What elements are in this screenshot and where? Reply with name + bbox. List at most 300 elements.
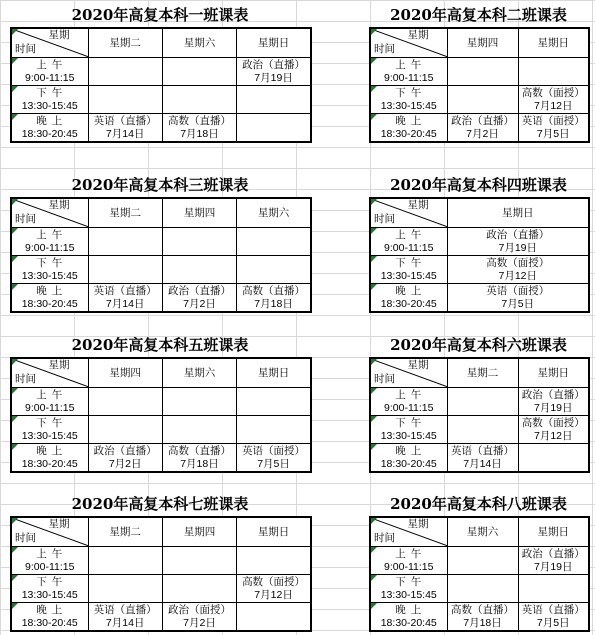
slot-period-label: 晚 上 xyxy=(395,114,423,127)
cell-marker-icon xyxy=(12,256,18,262)
corner-header-cell[interactable] xyxy=(370,198,447,228)
day-header-cell[interactable]: 星期二 xyxy=(88,198,162,228)
slot-time-range: 9:00-11:15 xyxy=(25,71,75,84)
class-cell[interactable] xyxy=(88,284,162,313)
slot-period-label: 下 午 xyxy=(36,256,64,269)
class-date: 7月5日 xyxy=(536,616,570,629)
timetable-grid xyxy=(369,357,590,473)
slot-row xyxy=(370,256,589,284)
slot-row xyxy=(370,284,589,313)
class-cell[interactable] xyxy=(518,114,589,143)
time-slot-cell[interactable] xyxy=(370,284,447,313)
slot-row xyxy=(11,284,311,313)
class-date: 7月19日 xyxy=(498,241,538,254)
class-date: 7月5日 xyxy=(257,457,290,470)
corner-label-time: 时间 xyxy=(15,43,36,55)
slot-period-label: 下 午 xyxy=(395,416,423,429)
header-row xyxy=(11,28,311,58)
time-slot-cell[interactable] xyxy=(11,603,88,632)
time-slot-cell[interactable] xyxy=(370,444,447,473)
timetable-title: 2020年高复本科五班课表 xyxy=(71,336,249,354)
cell-marker-icon xyxy=(371,359,377,365)
class-date: 7月12日 xyxy=(254,588,293,601)
corner-label-day: 星期 xyxy=(48,359,70,371)
empty-cell[interactable] xyxy=(237,388,311,416)
timetable-block xyxy=(10,173,310,310)
slot-time-range: 13:30-15:45 xyxy=(380,429,437,442)
class-cell[interactable] xyxy=(447,603,518,632)
corner-label-day: 星期 xyxy=(407,29,429,41)
slot-time-range: 13:30-15:45 xyxy=(21,588,78,601)
slot-time-range: 13:30-15:45 xyxy=(380,269,437,282)
slot-period-label: 晚 上 xyxy=(36,444,64,457)
day-header-cell[interactable]: 星期日 xyxy=(518,358,589,388)
time-slot-cell[interactable] xyxy=(370,575,447,603)
class-subject: 英语（直播） xyxy=(93,603,157,616)
cell-marker-icon xyxy=(12,228,18,234)
class-cell[interactable] xyxy=(237,444,311,473)
cell-marker-icon xyxy=(12,29,18,35)
empty-cell[interactable] xyxy=(88,575,162,603)
slot-row xyxy=(370,114,589,143)
slot-time-range: 18:30-20:45 xyxy=(380,616,437,629)
slot-period-label: 上 午 xyxy=(36,547,64,560)
slot-row xyxy=(11,416,311,444)
empty-cell[interactable] xyxy=(162,228,236,256)
class-subject: 英语（直播） xyxy=(451,444,514,457)
slot-period-label: 上 午 xyxy=(395,228,423,241)
slot-time-range: 13:30-15:45 xyxy=(380,588,437,601)
slot-period-label: 晚 上 xyxy=(36,284,64,297)
cell-marker-icon xyxy=(12,444,18,450)
day-header-cell[interactable]: 星期日 xyxy=(447,198,589,228)
slot-row xyxy=(11,86,311,114)
class-subject: 政治（直播） xyxy=(486,228,550,241)
class-cell[interactable] xyxy=(237,284,311,313)
class-cell[interactable] xyxy=(518,388,589,416)
time-slot-cell[interactable] xyxy=(370,58,447,86)
day-header-cell[interactable]: 星期日 xyxy=(237,517,311,547)
class-subject: 英语（面授） xyxy=(242,444,306,457)
class-date: 7月12日 xyxy=(498,269,538,282)
empty-cell[interactable] xyxy=(237,256,311,284)
time-slot-cell[interactable] xyxy=(11,228,88,256)
time-slot-cell[interactable] xyxy=(370,256,447,284)
day-header-cell[interactable]: 星期二 xyxy=(88,28,162,58)
class-date: 7月12日 xyxy=(533,429,573,442)
slot-time-range: 18:30-20:45 xyxy=(380,297,437,310)
timetable-block xyxy=(369,3,588,140)
class-subject: 政治（直播） xyxy=(167,284,231,297)
slot-time-range: 9:00-11:15 xyxy=(25,560,75,573)
slot-period-label: 下 午 xyxy=(395,86,423,99)
class-subject: 政治（直播） xyxy=(521,388,585,401)
time-slot-cell[interactable] xyxy=(370,547,447,575)
empty-cell[interactable] xyxy=(518,58,589,86)
slot-time-range: 18:30-20:45 xyxy=(380,457,437,470)
empty-cell[interactable] xyxy=(88,86,162,114)
cell-marker-icon xyxy=(371,228,377,234)
slot-period-label: 上 午 xyxy=(36,388,64,401)
slot-time-range: 18:30-20:45 xyxy=(380,127,437,140)
slot-period-label: 晚 上 xyxy=(36,114,64,127)
day-header-cell[interactable]: 星期日 xyxy=(237,28,311,58)
class-date: 7月19日 xyxy=(254,71,293,84)
class-cell[interactable] xyxy=(518,86,589,114)
class-date: 7月18日 xyxy=(180,127,219,140)
timetable-block xyxy=(369,173,588,310)
time-slot-cell[interactable] xyxy=(11,86,88,114)
day-header-cell[interactable]: 星期二 xyxy=(88,517,162,547)
class-cell[interactable] xyxy=(237,58,311,86)
time-slot-cell[interactable] xyxy=(11,444,88,473)
day-header-cell[interactable]: 星期六 xyxy=(162,28,236,58)
slot-period-label: 晚 上 xyxy=(395,603,423,616)
class-cell[interactable] xyxy=(162,603,236,632)
empty-cell[interactable] xyxy=(162,58,236,86)
class-subject: 政治（直播） xyxy=(521,547,585,560)
timetable-grid xyxy=(369,27,590,143)
class-date: 7月14日 xyxy=(105,127,145,140)
timetable-grid xyxy=(10,357,312,473)
slot-row xyxy=(11,575,311,603)
day-header-cell[interactable]: 星期六 xyxy=(447,517,518,547)
slot-period-label: 下 午 xyxy=(36,575,64,588)
day-header-cell[interactable]: 星期日 xyxy=(237,358,311,388)
class-subject: 高数（面授） xyxy=(486,256,550,269)
slot-time-range: 9:00-11:15 xyxy=(384,401,434,414)
slot-time-range: 9:00-11:15 xyxy=(25,401,75,414)
slot-period-label: 上 午 xyxy=(36,228,64,241)
timetable-block xyxy=(369,492,588,629)
slot-period-label: 晚 上 xyxy=(395,444,423,457)
class-subject: 英语（直播） xyxy=(93,284,157,297)
timetable-title: 2020年高复本科四班课表 xyxy=(390,176,567,194)
class-cell[interactable] xyxy=(518,416,589,444)
empty-cell[interactable] xyxy=(447,547,518,575)
time-slot-cell[interactable] xyxy=(11,416,88,444)
class-date: 7月19日 xyxy=(533,560,573,573)
cell-marker-icon xyxy=(371,58,377,64)
timetable-grid xyxy=(369,197,590,313)
cell-marker-icon xyxy=(12,416,18,422)
corner-label-day: 星期 xyxy=(407,199,429,211)
empty-cell[interactable] xyxy=(88,547,162,575)
empty-cell[interactable] xyxy=(237,603,311,632)
timetable-title: 2020年高复本科八班课表 xyxy=(390,495,567,513)
cell-marker-icon xyxy=(12,518,18,524)
slot-time-range: 13:30-15:45 xyxy=(380,99,437,112)
corner-label-time: 时间 xyxy=(374,373,395,385)
cell-marker-icon xyxy=(12,114,18,120)
corner-label-day: 星期 xyxy=(407,518,429,530)
empty-cell[interactable] xyxy=(88,228,162,256)
timetable-title: 2020年高复本科一班课表 xyxy=(71,6,249,24)
day-header-cell[interactable]: 星期四 xyxy=(162,517,236,547)
empty-cell[interactable] xyxy=(237,86,311,114)
slot-period-label: 下 午 xyxy=(395,256,423,269)
slot-time-range: 13:30-15:45 xyxy=(21,429,78,442)
slot-row xyxy=(370,444,589,473)
class-subject: 英语（直播） xyxy=(521,603,585,616)
class-date: 7月2日 xyxy=(183,297,216,310)
day-header-cell[interactable]: 星期四 xyxy=(447,28,518,58)
corner-header-cell[interactable] xyxy=(370,358,447,388)
class-date: 7月5日 xyxy=(501,297,535,310)
class-cell[interactable] xyxy=(237,575,311,603)
time-slot-cell[interactable] xyxy=(370,603,447,632)
empty-cell[interactable] xyxy=(237,416,311,444)
corner-label-time: 时间 xyxy=(374,213,395,225)
cell-marker-icon xyxy=(12,388,18,394)
class-cell[interactable] xyxy=(162,114,236,143)
corner-header-cell[interactable] xyxy=(11,517,88,547)
time-slot-cell[interactable] xyxy=(370,86,447,114)
class-cell[interactable] xyxy=(162,444,236,473)
class-cell[interactable] xyxy=(447,114,518,143)
slot-row xyxy=(11,58,311,86)
time-slot-cell[interactable] xyxy=(11,256,88,284)
slot-row xyxy=(11,228,311,256)
class-cell[interactable] xyxy=(447,444,518,473)
corner-label-day: 星期 xyxy=(407,359,429,371)
slot-row xyxy=(11,547,311,575)
empty-cell[interactable] xyxy=(237,547,311,575)
header-row xyxy=(11,517,311,547)
empty-cell[interactable] xyxy=(447,86,518,114)
empty-cell[interactable] xyxy=(88,416,162,444)
slot-time-range: 13:30-15:45 xyxy=(21,269,78,282)
slot-time-range: 18:30-20:45 xyxy=(21,457,78,470)
class-date: 7月2日 xyxy=(183,616,216,629)
slot-row xyxy=(11,256,311,284)
class-subject: 高数（面授） xyxy=(521,86,585,99)
header-row xyxy=(370,28,589,58)
class-date: 7月18日 xyxy=(463,616,502,629)
day-header-cell[interactable]: 星期日 xyxy=(518,517,589,547)
class-date: 7月18日 xyxy=(254,297,293,310)
slot-time-range: 9:00-11:15 xyxy=(25,241,75,254)
corner-header-cell[interactable] xyxy=(370,28,447,58)
timetable-grid xyxy=(10,27,312,143)
slot-period-label: 上 午 xyxy=(395,388,423,401)
cell-marker-icon xyxy=(12,86,18,92)
cell-marker-icon xyxy=(12,58,18,64)
time-slot-cell[interactable] xyxy=(11,575,88,603)
timetable-block xyxy=(369,333,588,470)
cell-marker-icon xyxy=(12,547,18,553)
class-subject: 政治（面授） xyxy=(167,603,231,616)
time-slot-cell[interactable] xyxy=(11,547,88,575)
day-header-cell[interactable]: 星期四 xyxy=(162,198,236,228)
empty-cell[interactable] xyxy=(237,228,311,256)
empty-cell[interactable] xyxy=(162,256,236,284)
header-row xyxy=(11,358,311,388)
corner-header-cell[interactable] xyxy=(370,517,447,547)
class-subject: 高数（直播） xyxy=(167,444,231,457)
day-header-cell[interactable]: 星期六 xyxy=(162,358,236,388)
cell-marker-icon xyxy=(371,256,377,262)
corner-label-time: 时间 xyxy=(15,373,36,385)
slot-time-range: 13:30-15:45 xyxy=(21,99,78,112)
time-slot-cell[interactable] xyxy=(370,114,447,143)
corner-header-cell[interactable] xyxy=(11,358,88,388)
corner-label-day: 星期 xyxy=(48,199,70,211)
time-slot-cell[interactable] xyxy=(370,388,447,416)
timetable-grid xyxy=(10,197,312,313)
timetable-block xyxy=(10,492,310,629)
timetable-grid xyxy=(369,516,590,632)
cell-marker-icon xyxy=(371,518,377,524)
class-date: 7月2日 xyxy=(108,457,142,470)
day-header-cell[interactable]: 星期日 xyxy=(518,28,589,58)
cell-marker-icon xyxy=(371,547,377,553)
class-subject: 高数（直播） xyxy=(242,284,306,297)
day-header-cell[interactable]: 星期四 xyxy=(88,358,162,388)
slot-row xyxy=(370,228,589,256)
slot-period-label: 下 午 xyxy=(395,575,423,588)
corner-label-time: 时间 xyxy=(15,213,36,225)
day-header-cell[interactable]: 星期二 xyxy=(447,358,518,388)
class-cell[interactable] xyxy=(518,603,589,632)
slot-period-label: 下 午 xyxy=(36,416,64,429)
empty-cell[interactable] xyxy=(162,547,236,575)
header-row xyxy=(11,198,311,228)
slot-period-label: 晚 上 xyxy=(395,284,423,297)
class-cell[interactable] xyxy=(88,603,162,632)
slot-period-label: 上 午 xyxy=(395,547,423,560)
cell-marker-icon xyxy=(371,575,377,581)
slot-period-label: 晚 上 xyxy=(36,603,64,616)
corner-header-cell[interactable] xyxy=(11,198,88,228)
corner-label-day: 星期 xyxy=(48,29,70,41)
empty-cell[interactable] xyxy=(518,444,589,473)
class-subject: 英语（面授） xyxy=(486,284,550,297)
time-slot-cell[interactable] xyxy=(11,388,88,416)
timetable-title: 2020年高复本科二班课表 xyxy=(390,6,567,24)
empty-cell[interactable] xyxy=(237,114,311,143)
class-subject: 政治（直播） xyxy=(93,444,157,457)
class-date: 7月19日 xyxy=(533,401,573,414)
class-cell[interactable] xyxy=(88,114,162,143)
class-subject: 英语（直播） xyxy=(93,114,157,127)
empty-cell[interactable] xyxy=(447,58,518,86)
slot-row xyxy=(370,416,589,444)
cell-marker-icon xyxy=(371,284,377,290)
empty-cell[interactable] xyxy=(162,575,236,603)
timetable-title: 2020年高复本科七班课表 xyxy=(71,495,249,513)
corner-label-time: 时间 xyxy=(374,532,395,544)
class-subject: 高数（面授） xyxy=(521,416,585,429)
cell-marker-icon xyxy=(371,199,377,205)
class-date: 7月12日 xyxy=(533,99,573,112)
slot-time-range: 18:30-20:45 xyxy=(21,127,78,140)
slot-row xyxy=(11,444,311,473)
class-cell[interactable] xyxy=(518,547,589,575)
slot-row xyxy=(370,86,589,114)
empty-cell[interactable] xyxy=(518,575,589,603)
time-slot-cell[interactable] xyxy=(11,284,88,313)
class-date: 7月14日 xyxy=(105,297,145,310)
empty-cell[interactable] xyxy=(88,388,162,416)
slot-row xyxy=(370,547,589,575)
time-slot-cell[interactable] xyxy=(11,114,88,143)
header-row xyxy=(370,517,589,547)
class-cell[interactable] xyxy=(447,228,589,256)
header-row xyxy=(370,358,589,388)
timetable-block xyxy=(10,333,310,470)
empty-cell[interactable] xyxy=(447,388,518,416)
cell-marker-icon xyxy=(371,86,377,92)
empty-cell[interactable] xyxy=(447,416,518,444)
header-row xyxy=(370,198,589,228)
class-cell[interactable] xyxy=(162,284,236,313)
cell-marker-icon xyxy=(12,284,18,290)
class-cell[interactable] xyxy=(447,256,589,284)
slot-row xyxy=(370,603,589,632)
class-subject: 高数（直播） xyxy=(167,114,231,127)
empty-cell[interactable] xyxy=(88,256,162,284)
time-slot-cell[interactable] xyxy=(370,228,447,256)
cell-marker-icon xyxy=(371,114,377,120)
slot-period-label: 上 午 xyxy=(36,58,64,71)
cell-marker-icon xyxy=(12,359,18,365)
cell-marker-icon xyxy=(371,29,377,35)
slot-time-range: 9:00-11:15 xyxy=(384,560,434,573)
class-cell[interactable] xyxy=(88,444,162,473)
empty-cell[interactable] xyxy=(88,58,162,86)
time-slot-cell[interactable] xyxy=(370,416,447,444)
timetable-title: 2020年高复本科六班课表 xyxy=(390,336,567,354)
cell-marker-icon xyxy=(12,575,18,581)
slot-period-label: 下 午 xyxy=(36,86,64,99)
class-subject: 政治（直播） xyxy=(451,114,514,127)
day-header-cell[interactable]: 星期六 xyxy=(237,198,311,228)
timetable-title: 2020年高复本科三班课表 xyxy=(71,176,249,194)
slot-time-range: 18:30-20:45 xyxy=(21,297,78,310)
slot-time-range: 9:00-11:15 xyxy=(384,241,434,254)
timetable-block xyxy=(10,3,310,140)
class-date: 7月14日 xyxy=(105,616,145,629)
slot-row xyxy=(11,114,311,143)
slot-row xyxy=(370,388,589,416)
slot-time-range: 18:30-20:45 xyxy=(21,616,78,629)
cell-marker-icon xyxy=(371,388,377,394)
corner-label-time: 时间 xyxy=(374,43,395,55)
class-date: 7月2日 xyxy=(466,127,499,140)
corner-header-cell[interactable] xyxy=(11,28,88,58)
slot-row xyxy=(11,388,311,416)
cell-marker-icon xyxy=(12,603,18,609)
time-slot-cell[interactable] xyxy=(11,58,88,86)
empty-cell[interactable] xyxy=(162,86,236,114)
slot-time-range: 9:00-11:15 xyxy=(384,71,434,84)
empty-cell[interactable] xyxy=(162,388,236,416)
class-subject: 高数（面授） xyxy=(242,575,306,588)
class-date: 7月18日 xyxy=(180,457,219,470)
class-date: 7月5日 xyxy=(536,127,570,140)
empty-cell[interactable] xyxy=(162,416,236,444)
cell-marker-icon xyxy=(371,603,377,609)
empty-cell[interactable] xyxy=(447,575,518,603)
class-subject: 政治（直播） xyxy=(242,58,306,71)
slot-row xyxy=(370,58,589,86)
class-cell[interactable] xyxy=(447,284,589,313)
corner-label-time: 时间 xyxy=(15,532,36,544)
timetable-grid xyxy=(10,516,312,632)
slot-row xyxy=(11,603,311,632)
cell-marker-icon xyxy=(371,444,377,450)
